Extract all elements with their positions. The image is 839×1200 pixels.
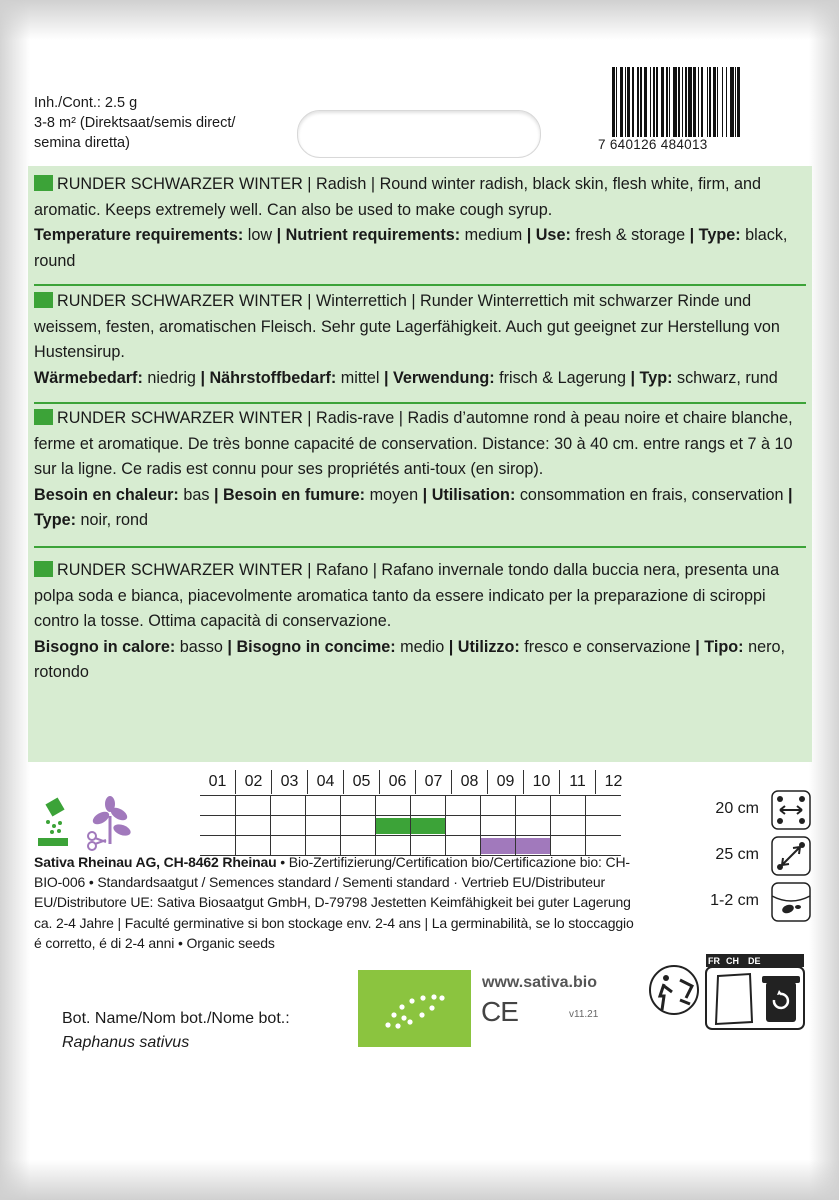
legal-info [34,852,634,953]
month-label-03: 03 [271,770,307,794]
spec-label: Wärmebedarf: [34,368,143,387]
spec-value: medium [460,226,527,244]
eu-organic-logo [358,970,471,1047]
country-ch: CH [726,956,739,966]
month-label-12: 12 [595,770,631,794]
calendar-grid [200,795,621,856]
calendar-cell-divider [550,796,551,815]
country-de: DE [748,956,761,966]
month-label-06: 06 [379,770,415,794]
calendar-cell-divider [515,796,516,815]
description-fr [34,406,794,534]
spec-value: schwarz, rund [672,368,778,387]
spec-label: Temperature requirements: [34,226,244,244]
spec-value: consommation en frais, conservation [515,485,788,504]
description-intro: RUNDER SCHWARZER WINTER | Winterrettich | Runder Winterrettich mit schwarzer Rinde und weissem, festen, aromatischen Fleisch. Sehr gute Lagerfähigkeit. Auch gut geeignet zur Herstellung von Hustensirup. [34,292,780,361]
sowing-month-6 [376,818,410,834]
section-divider [34,402,806,404]
spec-value: low [243,226,277,244]
calendar-cell-divider [305,816,306,835]
spec-label: | Verwendung: [383,368,495,387]
spec-label: | Besoin en fumure: [213,485,366,504]
calendar-cell-divider [410,796,411,815]
calendar-month-header [200,770,631,794]
spec-label: | Typ: [630,368,673,387]
botanical-species: Raphanus sativus [62,1034,190,1051]
spec-label: | Nährstoffbedarf: [200,368,337,387]
company-name: Sativa Rheinau AG, CH-8462 Rheinau [34,854,277,870]
spec-label: Besoin en chaleur: [34,485,179,504]
row-spacing [681,790,811,830]
calendar-cell-divider [585,816,586,835]
sowing-month-7 [411,818,445,834]
plant-spacing-value: 25 cm [715,846,759,863]
calendar-cell-divider [270,796,271,815]
spec-value: noir, rond [75,511,148,529]
spec-value: mittel [336,368,384,387]
sowing-depth [681,882,811,922]
package-contents [34,93,235,153]
calendar-cell-divider [305,796,306,815]
month-label-11: 11 [559,770,595,794]
calendar-cell-divider [340,816,341,835]
calendar-cell-divider [270,816,271,835]
section-divider [34,284,806,286]
calendar-cell-divider [480,796,481,815]
spec-value: moyen [365,485,423,504]
calendar-cell-divider [515,816,516,835]
calendar-row-empty [200,795,621,816]
triman-icon [650,966,698,1014]
month-label-04: 04 [307,770,343,794]
calendar-cell-divider [445,816,446,835]
plant-spacing-icon [771,836,811,876]
description-en [34,172,794,274]
description-de [34,289,794,391]
legal-text: • Bio-Zertifizierung/Certification bio/Certificazione bio: CH-BIO-006 • Standardsaatgut / Semences standard / Sementi standard · Vertrieb EU/Distributeur EU/Distributore UE: Sativa Biosaatgut GmbH, D-79798 Jestetten Keimfähigkeit bei guter Lagerung ca. 2-4 Jahre | Faculté germinative si bon stockage env. 2-4 ans | La germinabilità, se lo stoccaggio é corretto, é di 2-4 anni • Organic seeds [34,854,634,951]
botanical-label: Bot. Name/Nom bot./Nome bot.: [62,1010,290,1027]
description-intro: RUNDER SCHWARZER WINTER | Radish | Round winter radish, black skin, flesh white, firm, and aromatic. Keeps extremely well. Can also be used to make cough syrup. [34,175,762,219]
calendar-cell-divider [550,816,551,835]
green-square-icon [34,409,53,425]
sowing-depth-value: 1-2 cm [710,892,759,909]
row-spacing-icon [771,790,811,830]
calendar-cell-divider [375,796,376,815]
month-label-01: 01 [208,773,227,790]
ce-mark: CE [481,996,518,1027]
calendar-cell-divider [340,796,341,815]
sowing-icon [38,797,68,846]
spec-label: | Use: [526,226,571,244]
spec-value: black, round [34,226,788,270]
description-it [34,558,794,686]
month-label-09: 09 [487,770,523,794]
spec-value: nero, rotondo [34,637,785,681]
calendar-cell-divider [235,796,236,815]
calendar-cell-divider [445,796,446,815]
barcode-bars [612,67,778,137]
sowing-depth-icon [771,882,811,922]
calendar-cell-divider [585,796,586,815]
spec-value: bas [178,485,214,504]
spec-label: | Nutrient requirements: [276,226,461,244]
section-divider [34,546,806,548]
plant-spacing [681,836,811,876]
calendar-legend-icons [34,796,144,856]
green-square-icon [34,561,53,577]
barcode [598,67,780,155]
contents-area-cont: semina diretta) [34,135,130,151]
botanical-name [62,1007,290,1055]
spec-value: fresco e conservazione [519,637,696,656]
month-label-10: 10 [523,770,559,794]
spec-value: niedrig [142,368,201,387]
spec-label: | Utilizzo: [448,637,520,656]
paper-packet-icon [716,974,752,1024]
row-spacing-value: 20 cm [715,800,759,817]
spec-value: frisch & Lagerung [494,368,631,387]
spec-label: | Utilisation: [422,485,516,504]
green-square-icon [34,175,53,191]
spec-label: | Tipo: [695,637,744,656]
description-intro: RUNDER SCHWARZER WINTER | Radis-rave | Radis d’automne rond à peau noire et chaire blanche, ferme et aromatique. De très bonne capacité de conservation. Distance: 30 à 40 cm. entre rangs et 7 à 10 sur la ligne. Ce radis est connu pour ses propriétés anti-toux (en sirop). [34,409,793,478]
calendar-cell-divider [480,816,481,835]
calendar-cell-divider [235,816,236,835]
month-label-05: 05 [343,770,379,794]
spec-value: medio [395,637,449,656]
spec-label: Bisogno in calore: [34,637,176,656]
calendar-row-sowing [200,816,621,836]
country-fr: FR [708,956,720,966]
contents-weight: Inh./Cont.: 2.5 g [34,95,138,111]
spec-value: basso [175,637,228,656]
spec-label: | Bisogno in concime: [227,637,396,656]
month-label-02: 02 [235,770,271,794]
spec-label: | Type: [689,226,741,244]
green-square-icon [34,292,53,308]
website-link[interactable]: www.sativa.bio [482,974,597,991]
description-intro: RUNDER SCHWARZER WINTER | Rafano | Rafano invernale tondo dalla buccia nera, presenta una polpa soda e bianca, piacevolmente aromatica tanto da essere indicato per la preparazione di sciroppi contro la tosse. Ottima capacità di conservazione. [34,561,780,630]
barcode-digits: 7 640126 484013 [598,137,708,152]
hanger-hole [297,110,541,158]
recycling-info [646,952,808,1032]
month-label-07: 07 [415,770,451,794]
spec-value: fresh & storage [570,226,690,244]
month-label-08: 08 [451,770,487,794]
paper-bin-icon [762,976,800,1022]
barcode-bar [740,67,741,137]
version-label: v11.21 [569,1009,599,1020]
harvest-icon [88,796,132,850]
spec-label: | Type: [34,485,793,529]
contents-area: 3-8 m² (Direktsaat/semis direct/ [34,115,236,131]
